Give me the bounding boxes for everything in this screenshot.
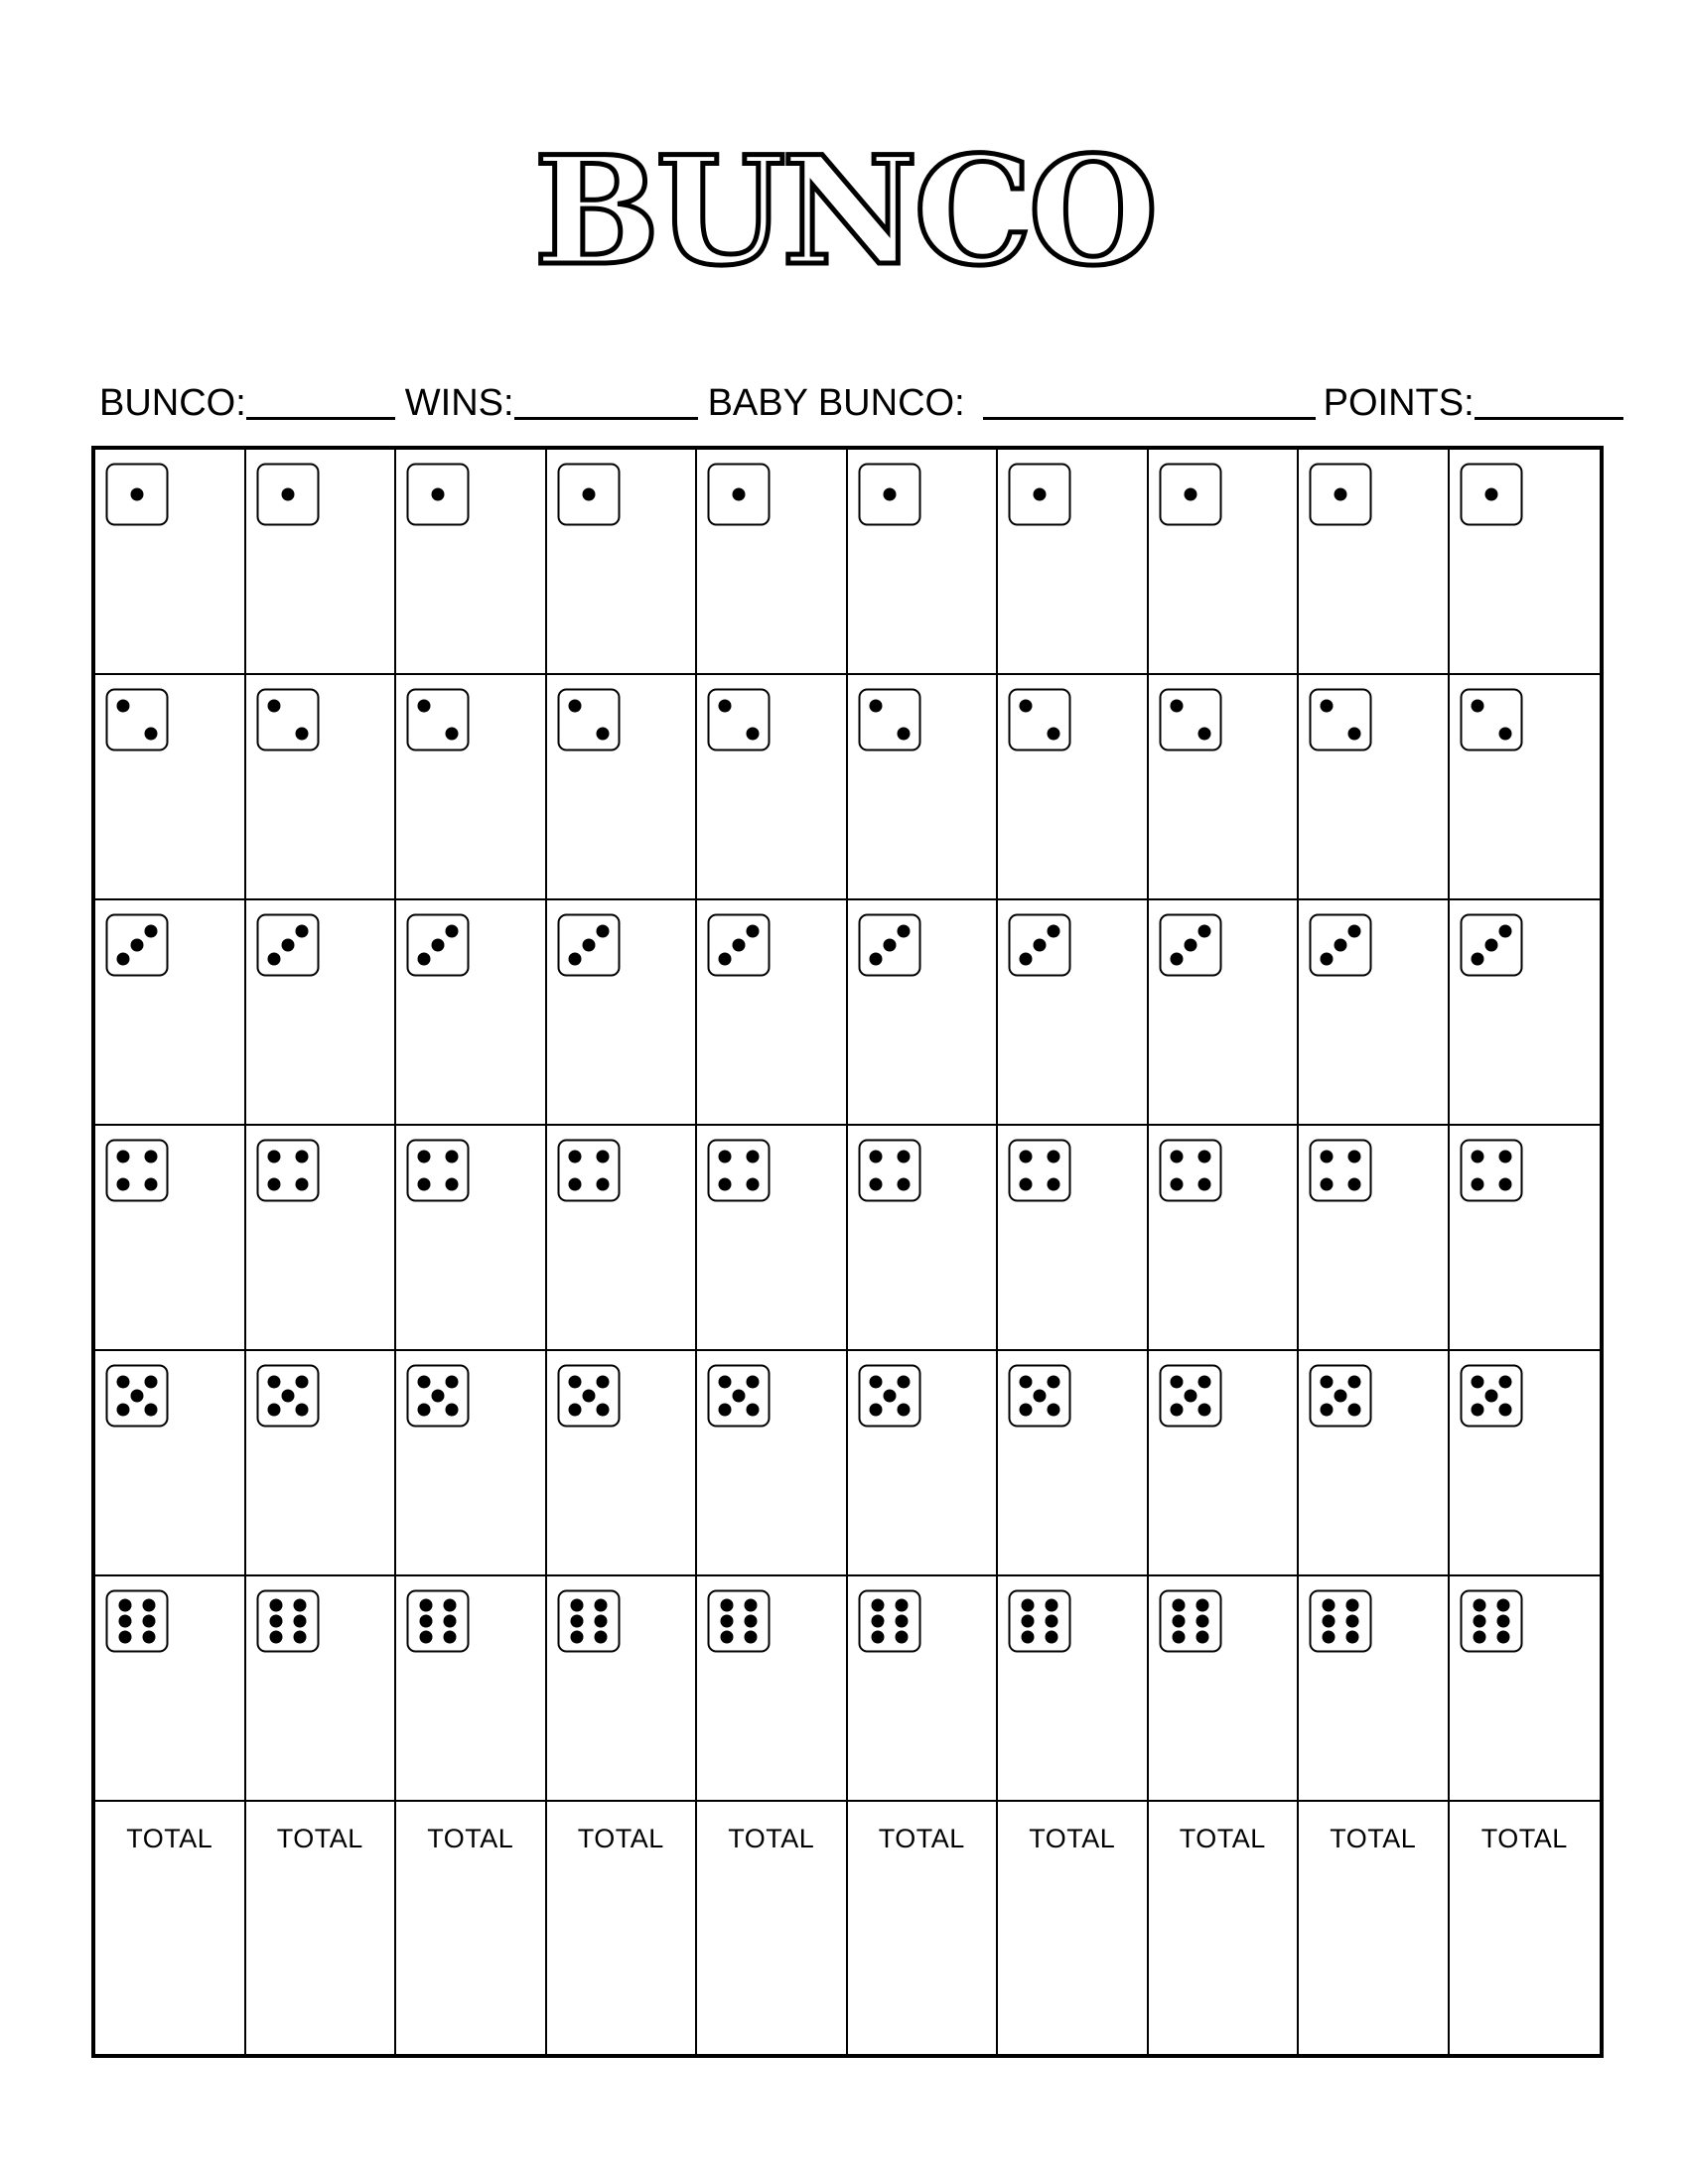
score-cell[interactable] <box>848 1351 999 1576</box>
score-cell[interactable] <box>848 1126 999 1351</box>
bunco-field[interactable] <box>99 384 395 422</box>
total-label: TOTAL <box>728 1824 815 1853</box>
score-cell[interactable] <box>547 1126 698 1351</box>
die-face-four-icon <box>105 1139 169 1202</box>
die-face-one-icon <box>557 463 621 526</box>
baby-bunco-field-blank[interactable] <box>983 413 1316 420</box>
die-face-one-icon <box>105 463 169 526</box>
die-face-six-icon <box>1309 1589 1372 1653</box>
score-cell[interactable] <box>1299 450 1450 675</box>
score-cell[interactable] <box>848 450 999 675</box>
score-cell[interactable] <box>1149 1126 1300 1351</box>
die-face-six-icon <box>1159 1589 1222 1653</box>
die-face-five-icon <box>406 1364 470 1428</box>
total-label: TOTAL <box>878 1824 965 1853</box>
score-cell[interactable] <box>547 1351 698 1576</box>
score-cell[interactable] <box>1450 900 1601 1126</box>
die-face-three-icon <box>557 913 621 977</box>
score-cell[interactable] <box>396 450 547 675</box>
die-face-five-icon <box>1008 1364 1071 1428</box>
die-face-one-icon <box>1008 463 1071 526</box>
score-cell[interactable] <box>1450 450 1601 675</box>
score-cell[interactable] <box>396 1126 547 1351</box>
total-label: TOTAL <box>1179 1824 1266 1853</box>
die-face-five-icon <box>1309 1364 1372 1428</box>
score-cell[interactable] <box>246 1126 397 1351</box>
die-face-one-icon <box>1460 463 1523 526</box>
score-cell[interactable] <box>246 675 397 900</box>
points-field-blank[interactable] <box>1475 413 1623 420</box>
score-cell[interactable] <box>246 450 397 675</box>
die-face-three-icon <box>707 913 771 977</box>
score-cell[interactable] <box>396 900 547 1126</box>
points-field[interactable] <box>1324 384 1623 422</box>
total-cell[interactable] <box>1149 1802 1300 2054</box>
score-cell[interactable] <box>1450 1126 1601 1351</box>
die-face-four-icon <box>1309 1139 1372 1202</box>
total-label: TOTAL <box>276 1824 363 1853</box>
total-cell[interactable] <box>998 1802 1149 2054</box>
score-cell[interactable] <box>547 675 698 900</box>
score-cell[interactable] <box>848 900 999 1126</box>
die-face-five-icon <box>256 1364 320 1428</box>
total-cell[interactable] <box>95 1802 246 2054</box>
wins-field[interactable] <box>405 384 698 422</box>
total-cell[interactable] <box>848 1802 999 2054</box>
die-face-four-icon <box>256 1139 320 1202</box>
score-cell[interactable] <box>697 1351 848 1576</box>
score-cell[interactable] <box>1149 900 1300 1126</box>
die-face-two-icon <box>707 688 771 751</box>
die-face-six-icon <box>1460 1589 1523 1653</box>
wins-field-blank[interactable] <box>514 413 698 420</box>
die-face-five-icon <box>1159 1364 1222 1428</box>
die-face-three-icon <box>256 913 320 977</box>
die-face-four-icon <box>1008 1139 1071 1202</box>
score-cell[interactable] <box>246 900 397 1126</box>
score-cell[interactable] <box>95 450 246 675</box>
die-face-two-icon <box>858 688 921 751</box>
die-face-five-icon <box>707 1364 771 1428</box>
die-face-six-icon <box>557 1589 621 1653</box>
die-face-three-icon <box>1309 913 1372 977</box>
total-label: TOTAL <box>427 1824 514 1853</box>
die-face-one-icon <box>1159 463 1222 526</box>
die-face-two-icon <box>406 688 470 751</box>
title-text: BUNCO <box>533 124 1155 299</box>
total-cell[interactable] <box>697 1802 848 2054</box>
total-label: TOTAL <box>1029 1824 1116 1853</box>
die-face-three-icon <box>105 913 169 977</box>
score-cell[interactable] <box>1149 675 1300 900</box>
total-label: TOTAL <box>1480 1824 1568 1853</box>
die-face-two-icon <box>1159 688 1222 751</box>
score-cell[interactable] <box>246 1351 397 1576</box>
die-face-four-icon <box>1460 1139 1523 1202</box>
score-cell[interactable] <box>697 1126 848 1351</box>
score-cell[interactable] <box>697 450 848 675</box>
points-field-label: POINTS: <box>1323 382 1475 424</box>
score-cell[interactable] <box>1450 1351 1601 1576</box>
die-face-three-icon <box>1460 913 1523 977</box>
die-face-two-icon <box>256 688 320 751</box>
die-face-six-icon <box>105 1589 169 1653</box>
score-fields <box>99 372 1609 422</box>
die-face-two-icon <box>105 688 169 751</box>
score-cell[interactable] <box>1149 1351 1300 1576</box>
baby-bunco-field[interactable] <box>708 384 1316 422</box>
score-cell[interactable] <box>1149 450 1300 675</box>
die-face-four-icon <box>1159 1139 1222 1202</box>
score-grid <box>91 446 1604 2058</box>
die-face-six-icon <box>707 1589 771 1653</box>
die-face-three-icon <box>1159 913 1222 977</box>
die-face-one-icon <box>1309 463 1372 526</box>
score-cell[interactable] <box>697 1576 848 1802</box>
total-label: TOTAL <box>126 1824 213 1853</box>
score-cell[interactable] <box>547 900 698 1126</box>
score-cell[interactable] <box>998 675 1149 900</box>
die-face-one-icon <box>858 463 921 526</box>
score-cell[interactable] <box>1450 675 1601 900</box>
die-face-five-icon <box>105 1364 169 1428</box>
die-face-one-icon <box>707 463 771 526</box>
die-face-two-icon <box>1460 688 1523 751</box>
score-cell[interactable] <box>246 1576 397 1802</box>
total-cell[interactable] <box>396 1802 547 2054</box>
die-face-three-icon <box>858 913 921 977</box>
score-cell[interactable] <box>998 450 1149 675</box>
score-cell[interactable] <box>396 1351 547 1576</box>
score-cell[interactable] <box>95 1351 246 1576</box>
die-face-one-icon <box>406 463 470 526</box>
total-cell[interactable] <box>547 1802 698 2054</box>
score-cell[interactable] <box>1299 900 1450 1126</box>
die-face-four-icon <box>707 1139 771 1202</box>
score-cell[interactable] <box>998 1351 1149 1576</box>
score-cell[interactable] <box>95 675 246 900</box>
score-cell[interactable] <box>547 1576 698 1802</box>
score-cell[interactable] <box>1450 1576 1601 1802</box>
die-face-four-icon <box>858 1139 921 1202</box>
bunco-field-label: BUNCO: <box>99 382 246 424</box>
score-cell[interactable] <box>547 450 698 675</box>
score-cell[interactable] <box>998 900 1149 1126</box>
score-cell[interactable] <box>95 1126 246 1351</box>
die-face-five-icon <box>858 1364 921 1428</box>
score-cell[interactable] <box>998 1126 1149 1351</box>
die-face-two-icon <box>557 688 621 751</box>
score-cell[interactable] <box>396 1576 547 1802</box>
score-cell[interactable] <box>697 675 848 900</box>
die-face-five-icon <box>557 1364 621 1428</box>
total-cell[interactable] <box>1450 1802 1601 2054</box>
title-logo <box>533 114 1155 299</box>
score-cell[interactable] <box>1299 1351 1450 1576</box>
die-face-six-icon <box>858 1589 921 1653</box>
die-face-four-icon <box>557 1139 621 1202</box>
total-cell[interactable] <box>1299 1802 1450 2054</box>
total-label: TOTAL <box>577 1824 664 1853</box>
baby-bunco-field-label: BABY BUNCO: <box>707 382 965 424</box>
die-face-four-icon <box>406 1139 470 1202</box>
die-face-one-icon <box>256 463 320 526</box>
die-face-two-icon <box>1008 688 1071 751</box>
score-cell[interactable] <box>848 1576 999 1802</box>
die-face-three-icon <box>1008 913 1071 977</box>
score-cell[interactable] <box>1149 1576 1300 1802</box>
die-face-six-icon <box>406 1589 470 1653</box>
score-cell[interactable] <box>848 675 999 900</box>
total-cell[interactable] <box>246 1802 397 2054</box>
page-title <box>0 114 1688 299</box>
score-cell[interactable] <box>1299 1576 1450 1802</box>
score-cell[interactable] <box>1299 675 1450 900</box>
die-face-six-icon <box>256 1589 320 1653</box>
score-cell[interactable] <box>998 1576 1149 1802</box>
bunco-field-blank[interactable] <box>246 413 395 420</box>
die-face-two-icon <box>1309 688 1372 751</box>
score-cell[interactable] <box>396 675 547 900</box>
score-cell[interactable] <box>1299 1126 1450 1351</box>
score-cell[interactable] <box>95 1576 246 1802</box>
total-label: TOTAL <box>1330 1824 1417 1853</box>
score-cell[interactable] <box>697 900 848 1126</box>
score-cell[interactable] <box>95 900 246 1126</box>
die-face-six-icon <box>1008 1589 1071 1653</box>
die-face-three-icon <box>406 913 470 977</box>
die-face-five-icon <box>1460 1364 1523 1428</box>
wins-field-label: WINS: <box>404 382 514 424</box>
